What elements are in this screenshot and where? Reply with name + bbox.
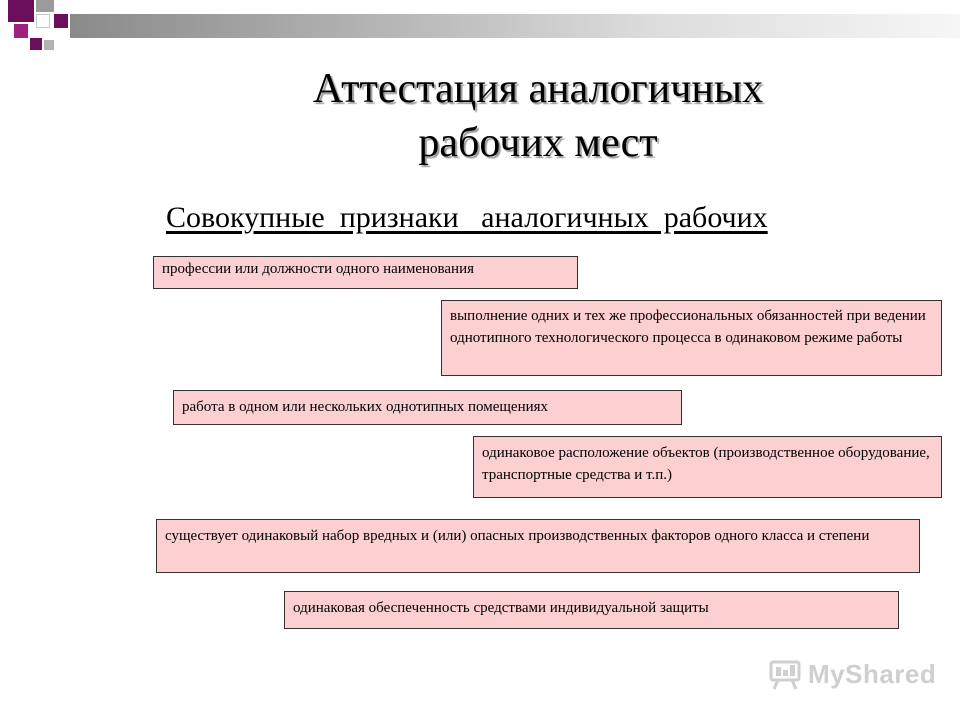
criteria-box-3: работа в одном или нескольких однотипных помещениях: [173, 390, 682, 425]
criteria-box-4: одинаковое расположение объектов (производственное оборудование, транспортные средства и т.п.): [473, 436, 942, 498]
decor-square-2: [36, 0, 54, 12]
watermark-text: MyShared: [808, 658, 937, 689]
criteria-box-1: профессии или должности одного наименования: [153, 256, 578, 289]
header-gradient-bar: [70, 14, 960, 38]
decor-square-5: [54, 14, 68, 28]
decor-square-6: [30, 38, 42, 50]
decor-square-3: [14, 24, 28, 38]
slide-subtitle: Совокупные признаки аналогичных рабочих: [166, 201, 768, 234]
criteria-box-2: выполнение одних и тех же профессиональных обязанностей при ведении однотипного технологического процесса в одинаковом режиме работы: [441, 300, 942, 376]
slide-title: [0, 62, 960, 170]
criteria-box-6: одинаковая обеспеченность средствами индивидуальной защиты: [284, 591, 899, 629]
decor-square-4: [36, 14, 50, 28]
decor-square-1: [8, 0, 34, 22]
decor-square-7: [44, 40, 54, 50]
criteria-box-5: существует одинаковый набор вредных и (или) опасных производственных факторов одного класса и степени: [156, 519, 920, 573]
watermark-logo: [768, 654, 936, 694]
slide-title-line2: рабочих мест: [418, 120, 658, 166]
slide-title-line1: Аттестация аналогичных: [312, 66, 764, 112]
presentation-board-icon: [768, 657, 802, 691]
